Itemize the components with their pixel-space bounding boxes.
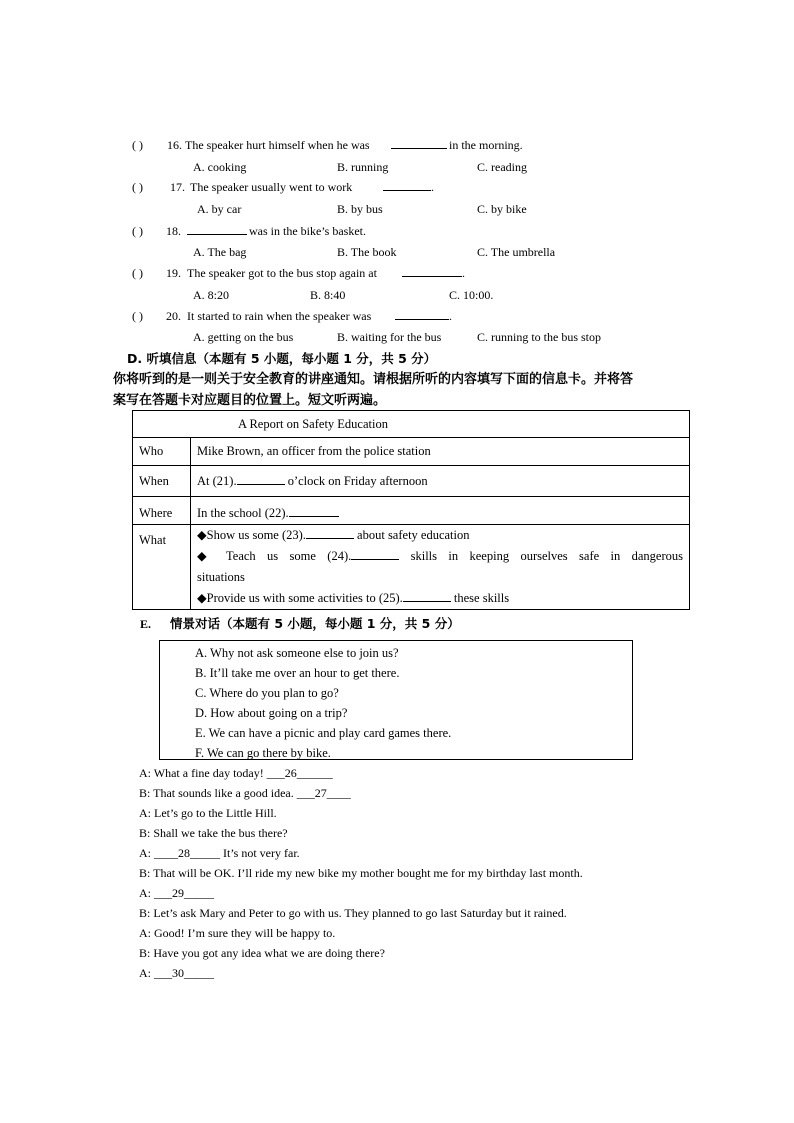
answer-paren: ( ) (132, 224, 143, 238)
row-value-when (191, 466, 690, 497)
question-text: The speaker usually went to work (190, 180, 353, 194)
dialogue-line: A: ___30_____ (139, 966, 214, 980)
row-label-who: Who (133, 438, 191, 466)
answer-paren: ( ) (132, 309, 143, 323)
question-number: 17. (170, 180, 185, 194)
option-item: E. We can have a picnic and play card games there. (195, 726, 452, 740)
table-title: A Report on Safety Education (133, 411, 690, 438)
question-text-after: . (431, 180, 434, 194)
answer-blank (383, 179, 431, 191)
option-c: C. The umbrella (477, 245, 556, 259)
what-item-3-suffix: these skills (450, 591, 510, 605)
answer-blank (187, 223, 247, 235)
row-label-what: What (133, 525, 191, 610)
what-item-3-prefix: ◆Provide us with some activities to (25). (197, 591, 403, 605)
dialogue-line: A: ____28_____ It’s not very far. (139, 846, 300, 860)
answer-blank-22 (289, 505, 339, 517)
dialogue-line: B: That will be OK. I’ll ride my new bike my mother bought me for my birthday last month. (139, 866, 583, 880)
dialogue-line: A: Let’s go to the Little Hill. (139, 806, 277, 820)
option-c: C. by bike (477, 202, 527, 216)
question-number: 19. (166, 266, 181, 280)
row-label-where: Where (133, 497, 191, 525)
dialogue-line: B: That sounds like a good idea. ___27____ (139, 786, 351, 800)
question-text-after: . (462, 266, 465, 280)
option-a: A. getting on the bus (193, 330, 294, 344)
section-e-label: E. (140, 617, 152, 631)
option-c: C. 10:00. (449, 288, 494, 302)
section-d-instruction-line2: 案写在答题卡对应题目的位置上。短文听两遍。 (113, 393, 387, 408)
row-value-where (191, 497, 690, 525)
where-prefix: In the school (22). (197, 506, 289, 520)
question-text: The speaker got to the bus stop again at (187, 266, 377, 280)
option-a: A. 8:20 (193, 288, 229, 302)
answer-blank-21 (237, 473, 285, 485)
answer-paren: ( ) (132, 180, 143, 194)
option-b: B. running (337, 160, 389, 174)
option-b: B. by bus (337, 202, 383, 216)
dialogue-line: B: Let’s ask Mary and Peter to go with us. They planned to go last Saturday but it rained. (139, 906, 567, 920)
option-a: A. cooking (193, 160, 247, 174)
question-number: 18. (166, 224, 181, 238)
question-number: 16. (167, 138, 182, 152)
option-b: B. waiting for the bus (337, 330, 442, 344)
question-text: It started to rain when the speaker was (187, 309, 372, 323)
option-item: D. How about going on a trip? (195, 706, 348, 720)
option-c: C. running to the bus stop (477, 330, 602, 344)
when-prefix: At (21). (197, 473, 237, 488)
section-d-heading: D. 听填信息（本题有 5 小题，每小题 1 分，共 5 分） (127, 351, 437, 366)
answer-paren: ( ) (132, 266, 143, 280)
row-label-when: When (133, 466, 191, 497)
dialogue-line: A: What a fine day today! ___26______ (139, 766, 333, 780)
section-d-instruction-line1: 你将听到的是一则关于安全教育的讲座通知。请根据所听的内容填写下面的信息卡。并将答 (113, 372, 634, 387)
answer-blank-25 (403, 590, 451, 602)
question-text-after: in the morning. (449, 138, 523, 152)
answer-blank-23 (306, 527, 354, 539)
option-c: C. reading (477, 160, 527, 174)
dialogue-line: A: Good! I’m sure they will be happy to. (139, 926, 336, 940)
what-item-2 (197, 546, 683, 567)
option-a: A. The bag (193, 245, 247, 259)
what-item-2-prefix: ◆ Teach us some (24). (197, 549, 352, 563)
what-item-1-suffix: about safety education (353, 528, 470, 542)
option-item: F. We can go there by bike. (195, 746, 331, 760)
question-text-after: was in the bike’s basket. (249, 224, 366, 238)
when-suffix: o’clock on Friday afternoon (284, 473, 428, 488)
what-item-1 (197, 525, 683, 546)
answer-blank (402, 265, 462, 277)
option-item: A. Why not ask someone else to join us? (195, 646, 399, 660)
dialogue-line: B: Shall we take the bus there? (139, 826, 288, 840)
what-item-3 (197, 588, 683, 609)
answer-blank (395, 308, 449, 320)
what-item-2-suffix: skills in keeping ourselves safe in dangerous (399, 549, 683, 563)
info-card-table (132, 410, 690, 610)
options-box (159, 640, 633, 760)
dialogue-line: B: Have you got any idea what we are doing there? (139, 946, 385, 960)
answer-paren: ( ) (132, 138, 143, 152)
dialogue-line: A: ___29_____ (139, 886, 214, 900)
question-text: The speaker hurt himself when he was (185, 138, 370, 152)
option-b: B. The book (337, 245, 397, 259)
answer-blank (391, 137, 447, 149)
question-number: 20. (166, 309, 181, 323)
answer-blank-24 (351, 548, 399, 560)
row-value-who: Mike Brown, an officer from the police station (191, 438, 690, 466)
section-e-heading: 情景对话（本题有 5 小题，每小题 1 分，共 5 分） (170, 616, 460, 631)
option-a: A. by car (197, 202, 242, 216)
row-value-what (191, 525, 690, 610)
option-item: B. It’ll take me over an hour to get there. (195, 666, 400, 680)
option-b: B. 8:40 (310, 288, 346, 302)
option-item: C. Where do you plan to go? (195, 686, 339, 700)
question-text-after: . (449, 309, 452, 323)
what-item-1-prefix: ◆Show us some (23). (197, 528, 306, 542)
what-item-2-continuation: situations (197, 570, 245, 584)
